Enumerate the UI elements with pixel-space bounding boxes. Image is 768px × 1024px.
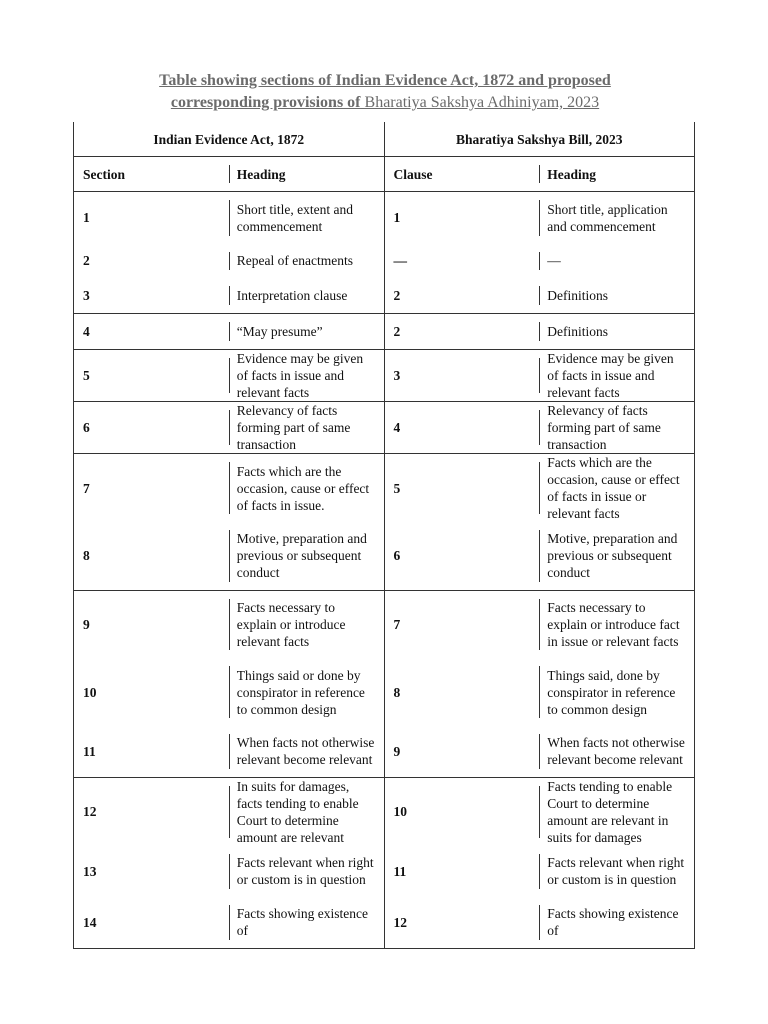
section-number: 8 — [74, 522, 229, 590]
group-header-row — [74, 122, 695, 157]
clause-number: 12 — [384, 897, 539, 949]
col-header-clause: Clause — [384, 157, 539, 192]
table-row — [74, 454, 695, 523]
table-row — [74, 402, 695, 454]
clause-heading: Relevancy of facts forming part of same transaction — [539, 402, 694, 454]
clause-number: 10 — [384, 777, 539, 846]
clause-heading: Facts relevant when right or custom is in question — [539, 846, 694, 897]
title-line-2 — [74, 92, 696, 114]
table-row — [74, 192, 695, 244]
section-number: 11 — [74, 726, 229, 777]
section-heading: Facts relevant when right or custom is in question — [229, 846, 384, 897]
col-header-heading-old: Heading — [229, 157, 384, 192]
section-heading: Motive, preparation and previous or subsequent conduct — [229, 522, 384, 590]
section-number: 14 — [74, 897, 229, 949]
clause-number: 9 — [384, 726, 539, 777]
table-row — [74, 244, 695, 278]
clause-heading: Evidence may be given of facts in issue and relevant facts — [539, 350, 694, 402]
clause-heading: Definitions — [539, 314, 694, 350]
comparison-table — [73, 122, 695, 949]
group-right-header: Bharatiya Sakshya Bill, 2023 — [384, 122, 695, 157]
clause-heading: Definitions — [539, 278, 694, 314]
column-header-row — [74, 157, 695, 192]
table-row — [74, 522, 695, 590]
section-number: 13 — [74, 846, 229, 897]
document-title — [74, 70, 696, 114]
group-left-header: Indian Evidence Act, 1872 — [74, 122, 385, 157]
section-number: 1 — [74, 192, 229, 244]
clause-number: 2 — [384, 314, 539, 350]
clause-number: 6 — [384, 522, 539, 590]
clause-number: — — [384, 244, 539, 278]
clause-number: 7 — [384, 590, 539, 658]
section-heading: Short title, extent and commencement — [229, 192, 384, 244]
table-row — [74, 590, 695, 658]
col-header-section: Section — [74, 157, 229, 192]
section-number: 6 — [74, 402, 229, 454]
table-row — [74, 726, 695, 777]
title-line-2-plain: Bharatiya Sakshya Adhiniyam, 2023 — [360, 94, 600, 111]
table-row — [74, 314, 695, 350]
section-heading: Facts showing existence of — [229, 897, 384, 949]
clause-heading: Facts which are the occasion, cause or effect of facts in issue or relevant facts — [539, 454, 694, 523]
section-heading: Things said or done by conspirator in reference to common design — [229, 658, 384, 726]
section-heading: Interpretation clause — [229, 278, 384, 314]
table-row — [74, 846, 695, 897]
table-row — [74, 777, 695, 846]
clause-number: 1 — [384, 192, 539, 244]
section-heading: Relevancy of facts forming part of same transaction — [229, 402, 384, 454]
section-number: 10 — [74, 658, 229, 726]
section-heading: Evidence may be given of facts in issue and relevant facts — [229, 350, 384, 402]
clause-number: 5 — [384, 454, 539, 523]
clause-number: 4 — [384, 402, 539, 454]
col-header-heading-new: Heading — [539, 157, 694, 192]
section-heading: When facts not otherwise relevant become relevant — [229, 726, 384, 777]
clause-heading: Things said, done by conspirator in reference to common design — [539, 658, 694, 726]
section-heading: In suits for damages, facts tending to enable Court to determine amount are relevant — [229, 777, 384, 846]
section-number: 5 — [74, 350, 229, 402]
section-number: 7 — [74, 454, 229, 523]
section-heading: Facts necessary to explain or introduce relevant facts — [229, 590, 384, 658]
clause-heading: Short title, application and commencement — [539, 192, 694, 244]
section-number: 4 — [74, 314, 229, 350]
clause-heading: Facts necessary to explain or introduce fact in issue or relevant facts — [539, 590, 694, 658]
clause-number: 3 — [384, 350, 539, 402]
clause-heading: — — [539, 244, 694, 278]
table-row — [74, 278, 695, 314]
table-row — [74, 897, 695, 949]
section-number: 9 — [74, 590, 229, 658]
clause-heading: Facts tending to enable Court to determine amount are relevant in suits for damages — [539, 777, 694, 846]
title-line-2-bold: corresponding provisions of — [170, 94, 361, 111]
clause-heading: Facts showing existence of — [539, 897, 694, 949]
section-heading: “May presume” — [229, 314, 384, 350]
title-line-1: Table showing sections of Indian Evidence Act, 1872 and proposed — [159, 72, 611, 89]
clause-number: 8 — [384, 658, 539, 726]
section-number: 12 — [74, 777, 229, 846]
clause-number: 11 — [384, 846, 539, 897]
clause-heading: Motive, preparation and previous or subsequent conduct — [539, 522, 694, 590]
section-heading: Repeal of enactments — [229, 244, 384, 278]
clause-heading: When facts not otherwise relevant become relevant — [539, 726, 694, 777]
section-heading: Facts which are the occasion, cause or effect of facts in issue. — [229, 454, 384, 523]
section-number: 3 — [74, 278, 229, 314]
section-number: 2 — [74, 244, 229, 278]
table-row — [74, 658, 695, 726]
clause-number: 2 — [384, 278, 539, 314]
table-row — [74, 350, 695, 402]
